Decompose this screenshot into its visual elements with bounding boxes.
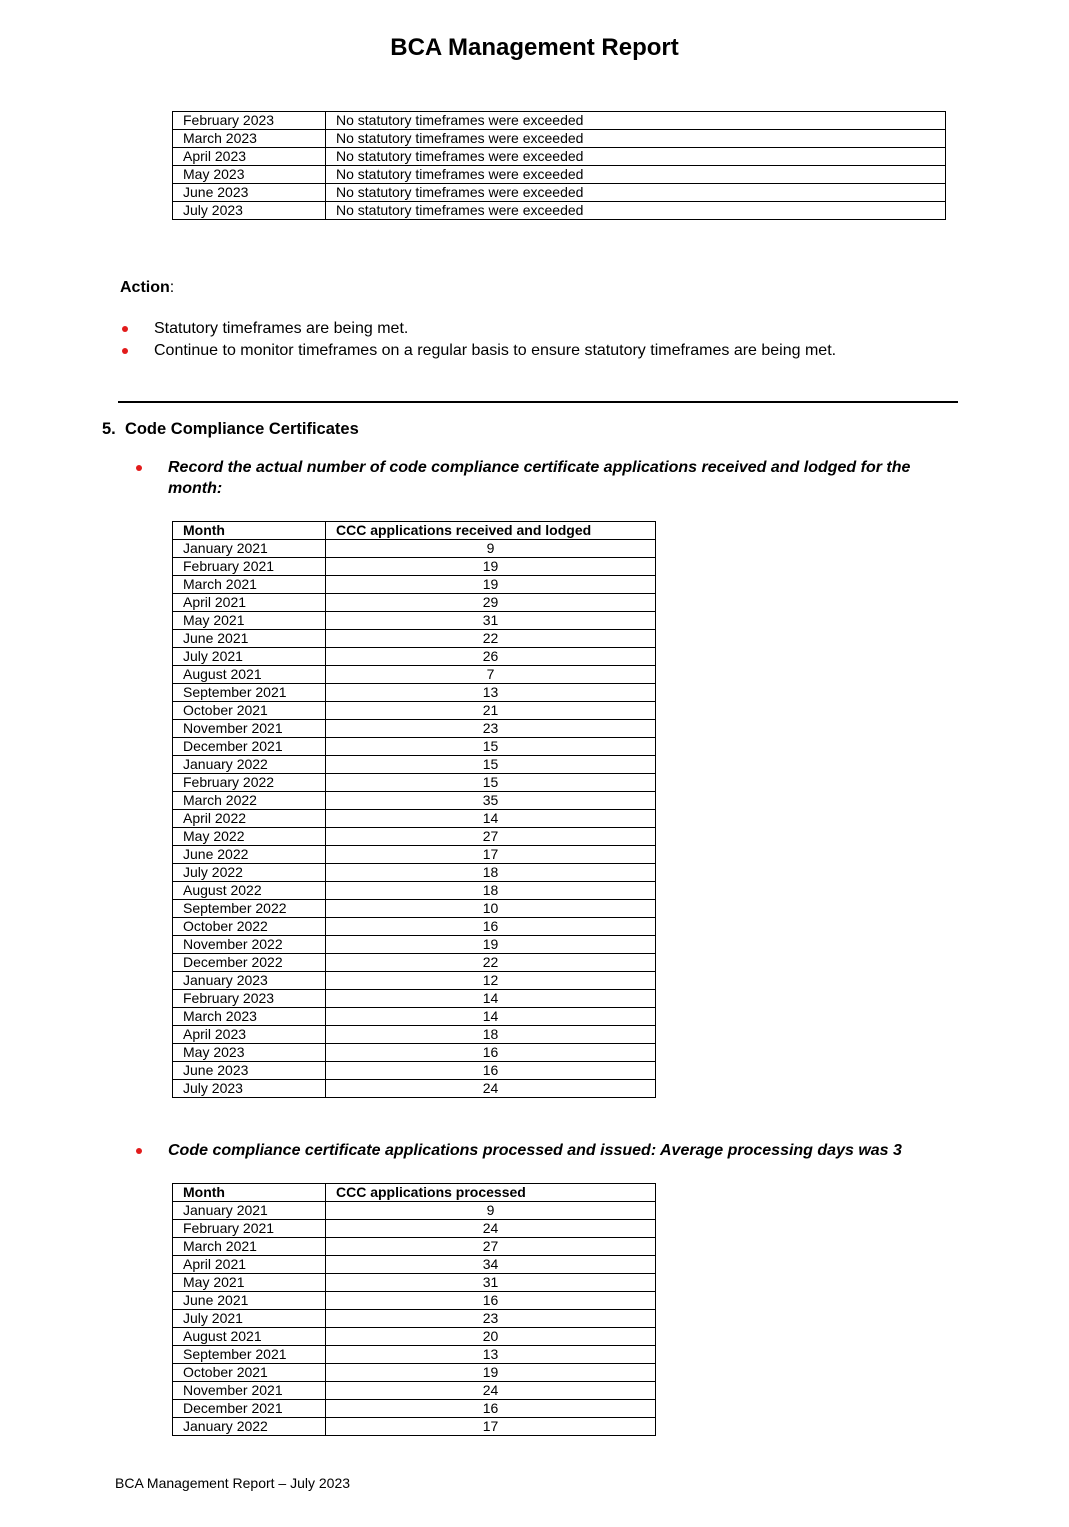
value-cell: 15 xyxy=(326,756,656,774)
month-cell: June 2023 xyxy=(173,184,326,202)
value-cell: 9 xyxy=(326,1202,656,1220)
value-cell: 16 xyxy=(326,1292,656,1310)
month-cell: June 2022 xyxy=(173,846,326,864)
value-cell: 17 xyxy=(326,846,656,864)
value-cell: 35 xyxy=(326,792,656,810)
table-row xyxy=(173,1044,656,1062)
month-cell: November 2021 xyxy=(173,720,326,738)
value-cell: 16 xyxy=(326,1044,656,1062)
month-cell: August 2021 xyxy=(173,666,326,684)
month-cell: January 2022 xyxy=(173,1418,326,1436)
month-cell: January 2022 xyxy=(173,756,326,774)
month-cell: March 2021 xyxy=(173,1238,326,1256)
value-cell: 16 xyxy=(326,918,656,936)
table-row xyxy=(173,864,656,882)
table-row xyxy=(173,558,656,576)
table-row xyxy=(173,130,946,148)
value-cell: 34 xyxy=(326,1256,656,1274)
table-row xyxy=(173,1400,656,1418)
table-row xyxy=(173,756,656,774)
value-cell: 18 xyxy=(326,882,656,900)
table-row xyxy=(173,720,656,738)
value-cell: 19 xyxy=(326,576,656,594)
table-row xyxy=(173,738,656,756)
month-cell: May 2022 xyxy=(173,828,326,846)
action-item: Continue to monitor timeframes on a regular basis to ensure statutory timeframes are being met. xyxy=(120,340,836,362)
month-cell: July 2023 xyxy=(173,1080,326,1098)
value-cell: 19 xyxy=(326,936,656,954)
value-cell: No statutory timeframes were exceeded xyxy=(326,184,946,202)
table-row xyxy=(173,1346,656,1364)
table-header-row xyxy=(173,522,656,540)
processed-note: Code compliance certificate applications processed and issued: Average processing days was 3 xyxy=(168,1141,968,1162)
month-cell: July 2023 xyxy=(173,202,326,220)
table-row xyxy=(173,792,656,810)
received-note: Record the actual number of code compliance certificate applications received and lodged for the month: xyxy=(168,458,968,499)
table-row xyxy=(173,1364,656,1382)
table-row xyxy=(173,112,946,130)
value-cell: 23 xyxy=(326,1310,656,1328)
table-row xyxy=(173,1328,656,1346)
month-cell: August 2022 xyxy=(173,882,326,900)
value-cell: 23 xyxy=(326,720,656,738)
value-cell: 24 xyxy=(326,1080,656,1098)
month-cell: February 2021 xyxy=(173,1220,326,1238)
value-cell: No statutory timeframes were exceeded xyxy=(326,202,946,220)
month-cell: November 2021 xyxy=(173,1382,326,1400)
month-cell: November 2022 xyxy=(173,936,326,954)
value-cell: 13 xyxy=(326,1346,656,1364)
month-cell: February 2023 xyxy=(173,990,326,1008)
month-cell: July 2021 xyxy=(173,648,326,666)
timeframes-table xyxy=(172,111,946,220)
value-cell: No statutory timeframes were exceeded xyxy=(326,130,946,148)
value-cell: 26 xyxy=(326,648,656,666)
section-heading: 5. Code Compliance Certificates xyxy=(102,420,359,438)
table-row xyxy=(173,990,656,1008)
value-cell: 27 xyxy=(326,828,656,846)
value-cell: 13 xyxy=(326,684,656,702)
value-cell: 14 xyxy=(326,1008,656,1026)
value-cell: No statutory timeframes were exceeded xyxy=(326,112,946,130)
table-row xyxy=(173,846,656,864)
month-cell: May 2023 xyxy=(173,166,326,184)
value-cell: 31 xyxy=(326,612,656,630)
page-footer: BCA Management Report – July 2023 xyxy=(115,1475,351,1491)
table-row xyxy=(173,1008,656,1026)
received-table xyxy=(172,521,656,1098)
table-row xyxy=(173,576,656,594)
table-row xyxy=(173,202,946,220)
bullet-icon xyxy=(122,348,128,354)
value-cell: 24 xyxy=(326,1220,656,1238)
month-cell: July 2021 xyxy=(173,1310,326,1328)
month-cell: October 2022 xyxy=(173,918,326,936)
month-cell: April 2023 xyxy=(173,148,326,166)
action-item: Statutory timeframes are being met. xyxy=(120,318,836,340)
month-cell: May 2023 xyxy=(173,1044,326,1062)
bullet-icon xyxy=(122,326,128,332)
month-cell: January 2021 xyxy=(173,1202,326,1220)
value-cell: 12 xyxy=(326,972,656,990)
column-header: Month xyxy=(173,1184,326,1202)
table-row xyxy=(173,1220,656,1238)
value-cell: 19 xyxy=(326,1364,656,1382)
value-cell: 31 xyxy=(326,1274,656,1292)
value-cell: 9 xyxy=(326,540,656,558)
table-row xyxy=(173,774,656,792)
month-cell: February 2023 xyxy=(173,112,326,130)
month-cell: March 2022 xyxy=(173,792,326,810)
value-cell: 19 xyxy=(326,558,656,576)
column-header: CCC applications received and lodged xyxy=(326,522,656,540)
month-cell: September 2022 xyxy=(173,900,326,918)
month-cell: December 2022 xyxy=(173,954,326,972)
value-cell: 14 xyxy=(326,810,656,828)
month-cell: October 2021 xyxy=(173,702,326,720)
value-cell: 17 xyxy=(326,1418,656,1436)
table-row xyxy=(173,1202,656,1220)
section-divider xyxy=(118,401,958,403)
table-row xyxy=(173,882,656,900)
value-cell: 16 xyxy=(326,1400,656,1418)
value-cell: 15 xyxy=(326,738,656,756)
month-cell: July 2022 xyxy=(173,864,326,882)
table-row xyxy=(173,594,656,612)
table-row xyxy=(173,954,656,972)
month-cell: March 2023 xyxy=(173,1008,326,1026)
month-cell: August 2021 xyxy=(173,1328,326,1346)
month-cell: September 2021 xyxy=(173,1346,326,1364)
table-row xyxy=(173,630,656,648)
value-cell: 24 xyxy=(326,1382,656,1400)
table-row xyxy=(173,684,656,702)
month-cell: April 2021 xyxy=(173,1256,326,1274)
table-row xyxy=(173,900,656,918)
value-cell: 29 xyxy=(326,594,656,612)
processed-table xyxy=(172,1183,656,1436)
month-cell: June 2021 xyxy=(173,630,326,648)
table-row xyxy=(173,918,656,936)
action-list xyxy=(120,318,836,361)
table-row xyxy=(173,648,656,666)
month-cell: January 2021 xyxy=(173,540,326,558)
month-cell: February 2022 xyxy=(173,774,326,792)
value-cell: 27 xyxy=(326,1238,656,1256)
value-cell: No statutory timeframes were exceeded xyxy=(326,166,946,184)
value-cell: No statutory timeframes were exceeded xyxy=(326,148,946,166)
table-row xyxy=(173,1382,656,1400)
value-cell: 7 xyxy=(326,666,656,684)
month-cell: September 2021 xyxy=(173,684,326,702)
month-cell: March 2023 xyxy=(173,130,326,148)
table-row xyxy=(173,666,656,684)
action-heading: Action: xyxy=(120,279,175,296)
table-row xyxy=(173,1310,656,1328)
bullet-icon xyxy=(136,465,142,471)
table-row xyxy=(173,540,656,558)
table-row xyxy=(173,1080,656,1098)
column-header: Month xyxy=(173,522,326,540)
table-row xyxy=(173,1274,656,1292)
value-cell: 15 xyxy=(326,774,656,792)
table-row xyxy=(173,1256,656,1274)
value-cell: 22 xyxy=(326,630,656,648)
month-cell: October 2021 xyxy=(173,1364,326,1382)
table-row xyxy=(173,810,656,828)
table-row xyxy=(173,828,656,846)
month-cell: March 2021 xyxy=(173,576,326,594)
table-row xyxy=(173,702,656,720)
month-cell: February 2021 xyxy=(173,558,326,576)
value-cell: 22 xyxy=(326,954,656,972)
value-cell: 18 xyxy=(326,864,656,882)
table-row xyxy=(173,1418,656,1436)
value-cell: 14 xyxy=(326,990,656,1008)
bullet-icon xyxy=(136,1148,142,1154)
month-cell: December 2021 xyxy=(173,1400,326,1418)
value-cell: 21 xyxy=(326,702,656,720)
month-cell: April 2023 xyxy=(173,1026,326,1044)
table-row xyxy=(173,972,656,990)
table-row xyxy=(173,166,946,184)
column-header: CCC applications processed xyxy=(326,1184,656,1202)
table-row xyxy=(173,1026,656,1044)
table-row xyxy=(173,612,656,630)
month-cell: December 2021 xyxy=(173,738,326,756)
month-cell: April 2021 xyxy=(173,594,326,612)
value-cell: 10 xyxy=(326,900,656,918)
month-cell: January 2023 xyxy=(173,972,326,990)
month-cell: June 2021 xyxy=(173,1292,326,1310)
value-cell: 18 xyxy=(326,1026,656,1044)
value-cell: 16 xyxy=(326,1062,656,1080)
table-row xyxy=(173,1238,656,1256)
table-row xyxy=(173,184,946,202)
month-cell: June 2023 xyxy=(173,1062,326,1080)
table-header-row xyxy=(173,1184,656,1202)
value-cell: 20 xyxy=(326,1328,656,1346)
month-cell: May 2021 xyxy=(173,612,326,630)
month-cell: May 2021 xyxy=(173,1274,326,1292)
month-cell: April 2022 xyxy=(173,810,326,828)
table-row xyxy=(173,936,656,954)
page-title: BCA Management Report xyxy=(390,34,679,61)
table-row xyxy=(173,1292,656,1310)
table-row xyxy=(173,148,946,166)
table-row xyxy=(173,1062,656,1080)
